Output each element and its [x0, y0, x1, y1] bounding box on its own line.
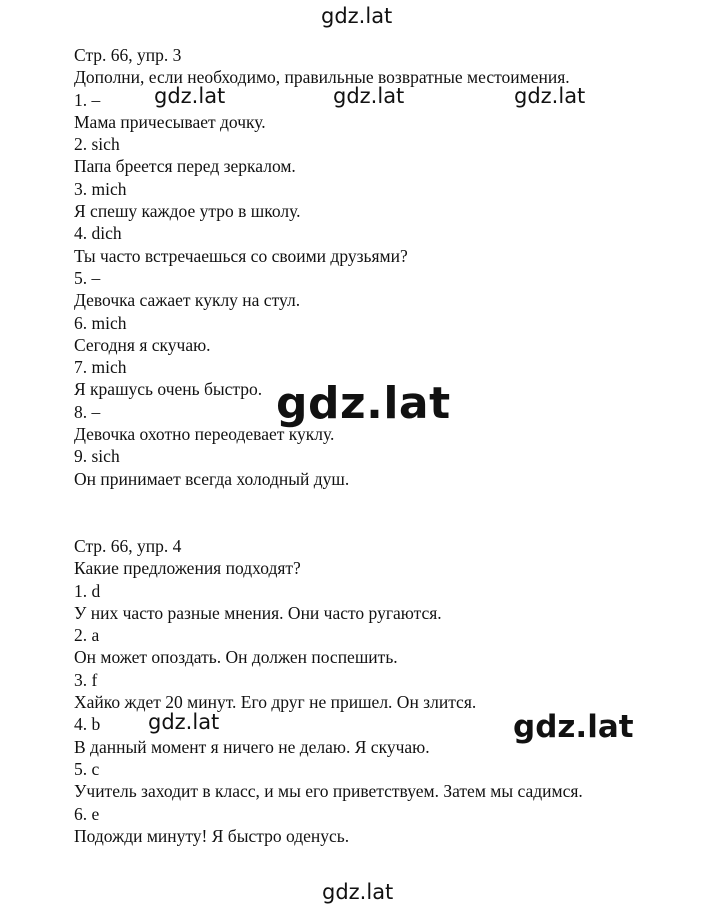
watermark-top: gdz.lat	[321, 4, 393, 28]
section-spacer	[74, 490, 694, 535]
watermark-lower-left: gdz.lat	[148, 710, 220, 734]
section1-answer-8: 8. –	[74, 401, 101, 422]
watermark-row1-right: gdz.lat	[514, 84, 586, 108]
section1-answer-4: 4. dich	[74, 223, 122, 244]
section2-sentence-6: Подожди минуту! Я быстро оденусь.	[74, 825, 350, 846]
section1-answer-9: 9. sich	[74, 446, 120, 467]
section1-answer-6: 6. mich	[74, 312, 127, 333]
watermark-row1-left: gdz.lat	[154, 84, 226, 108]
section2-heading: Стр. 66, упр. 4	[74, 535, 182, 556]
section2-answer-6: 6. e	[74, 803, 100, 824]
section1-sentence-9: Он принимает всегда холодный душ.	[74, 468, 350, 489]
section2-answer-4: 4. b	[74, 714, 101, 735]
section2-answer-2: 2. a	[74, 625, 100, 646]
section1-answer-3: 3. mich	[74, 178, 127, 199]
section1-answer-2: 2. sich	[74, 134, 120, 155]
watermark-bottom: gdz.lat	[322, 880, 394, 904]
section1-heading: Стр. 66, упр. 3	[74, 45, 182, 65]
watermark-center: gdz.lat	[276, 378, 451, 429]
watermark-lower-right: gdz.lat	[513, 709, 634, 745]
section1-answer-5: 5. –	[74, 267, 101, 288]
section1-sentence-4: Ты часто встречаешься со своими друзьями?	[74, 245, 408, 266]
watermark-row1-middle: gdz.lat	[333, 84, 405, 108]
section1-sentence-3: Я спешу каждое утро в школу.	[74, 201, 301, 222]
section1-sentence-6: Сегодня я скучаю.	[74, 334, 211, 355]
section1-instruction: Дополни, если необходимо, правильные возвратные местоимения.	[74, 67, 570, 88]
section1-answer-7: 7. mich	[74, 357, 127, 378]
section2-answer-3: 3. f	[74, 669, 98, 690]
section2-sentence-3: Хайко ждет 20 минут. Его друг не пришел. Он злится.	[74, 692, 477, 713]
section2-sentence-2: Он может опоздать. Он должен поспешить.	[74, 647, 398, 668]
section2-answer-5: 5. c	[74, 758, 100, 779]
section2-sentence-5: Учитель заходит в класс, и мы его приветствуем. Затем мы садимся.	[74, 781, 583, 802]
section1-sentence-8: Девочка охотно переодевает куклу.	[74, 424, 335, 445]
section2-answer-1: 1. d	[74, 580, 101, 601]
section1-sentence-2: Папа бреется перед зеркалом.	[74, 156, 296, 177]
section1-answer-1: 1. –	[74, 89, 101, 110]
section2-sentence-4: В данный момент я ничего не делаю. Я скучаю.	[74, 736, 430, 757]
section2-sentence-1: У них часто разные мнения. Они часто ругаются.	[74, 602, 442, 623]
section1-sentence-5: Девочка сажает куклу на стул.	[74, 290, 301, 311]
section1-sentence-1: Мама причесывает дочку.	[74, 111, 266, 132]
section2-instruction: Какие предложения подходят?	[74, 558, 301, 579]
section1-sentence-7: Я крашусь очень быстро.	[74, 379, 263, 400]
